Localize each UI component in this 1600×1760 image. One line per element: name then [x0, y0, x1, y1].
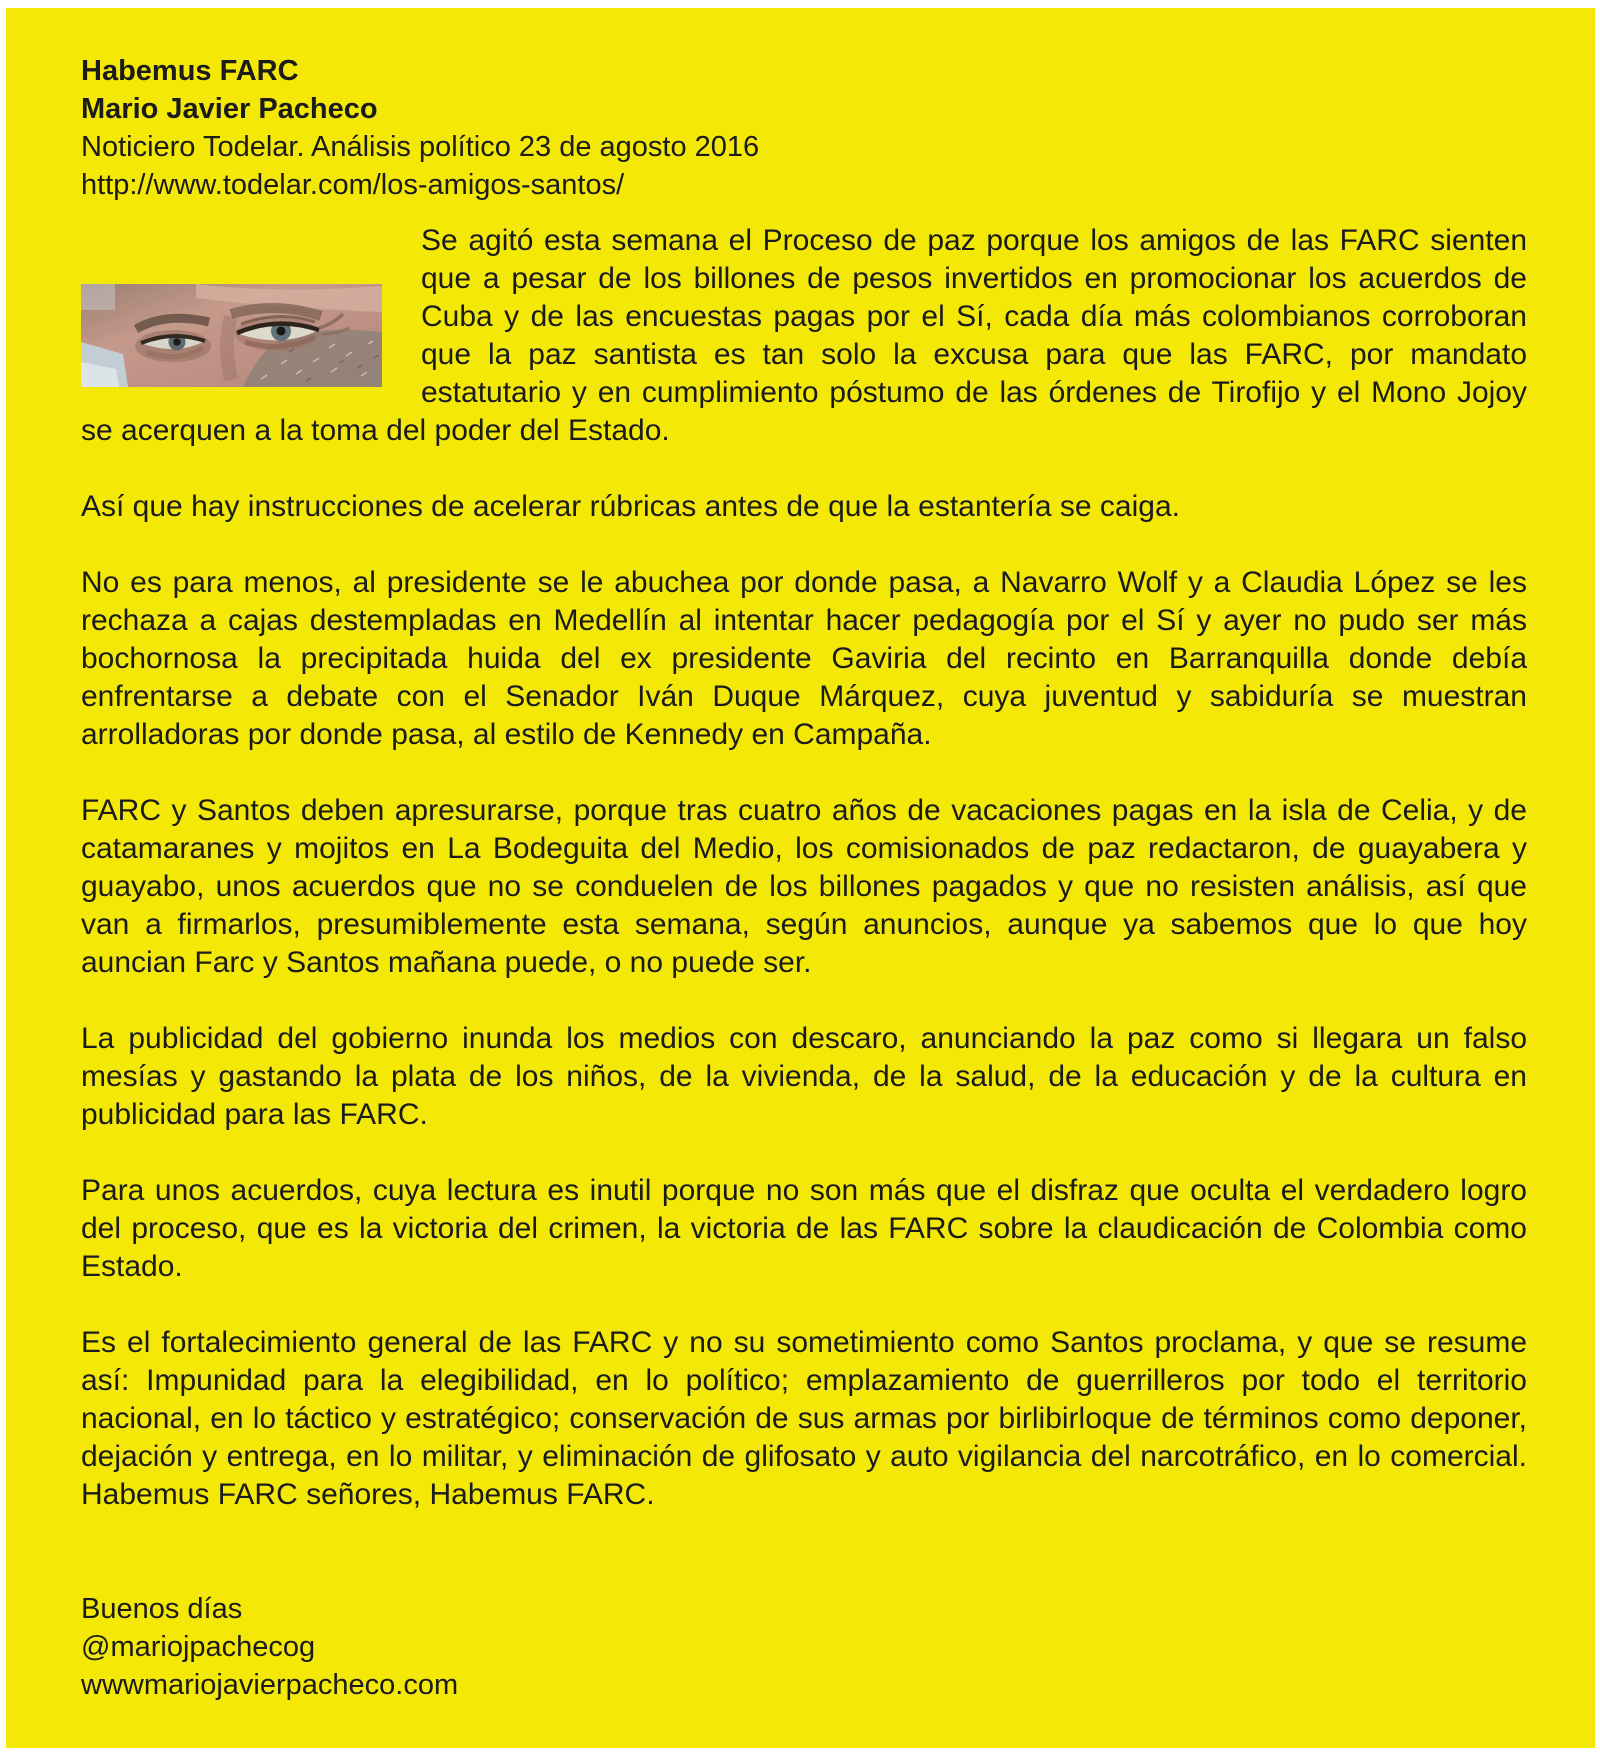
article-url: http://www.todelar.com/los-amigos-santos/ [81, 169, 625, 201]
lead-text-wrapped: Se agitó esta semana el Proceso de paz porque los amigos de las FARC sienten que a pesar de los billones de pesos invertidos en promocionar los acuerdos de Cuba y de las encuestas pagas por el Sí, cada día más colombianos corroboran que la paz santista es tan solo la excusa para que las FARC, por mandato estatutario y en cumplimiento póstumo de las órdenes de Tirofijo y el Mono Jojoy [421, 224, 1527, 409]
lead-text-tail: se acerquen a la toma del poder del Estado. [81, 414, 670, 447]
author-eyes-photo [81, 284, 382, 387]
article-title: Habemus FARC [81, 55, 299, 87]
article-source: Noticiero Todelar. Análisis político 23 de agosto 2016 [81, 131, 760, 163]
article-signature [81, 1590, 1527, 1704]
article-header [81, 52, 1527, 204]
paragraph: No es para menos, al presidente se le abuchea por donde pasa, a Navarro Wolf y a Claudia López se les rechaza a cajas destempladas en Medellín al intentar hacer pedagogía por el Sí y ayer no pudo ser más bochornosa la precipitada huida del ex presidente Gaviria del recinto en Barranquilla donde debía enfrentarse a debate con el Senador Iván Duque Márquez, cuya juventud y sabiduría se muestran arrolladoras por donde pasa, al estilo de Kennedy en Campaña. [81, 566, 1527, 751]
paragraph: Para unos acuerdos, cuya lectura es inutil porque no son más que el disfraz que oculta el verdadero logro del proceso, que es la victoria del crimen, la victoria de las FARC sobre la claudicación de Colombia como Estado. [81, 1174, 1527, 1283]
article-author: Mario Javier Pacheco [81, 93, 378, 125]
paragraph: Es el fortalecimiento general de las FARC y no su sometimiento como Santos proclama, y que se resume así: Impunidad para la elegibilidad, en lo político; emplazamiento de guerrilleros por todo el territorio nacional, en lo táctico y estratégico; conservación de sus armas por birlibirloque de términos como deponer, dejación y entrega, en lo militar, y eliminación de glifosato y auto vigilancia del narcotráfico, en lo comercial. Habemus FARC señores, Habemus FARC. [81, 1326, 1527, 1511]
signature-twitter-handle: @mariojpachecog [81, 1631, 316, 1663]
photo-wrap-area [81, 222, 421, 408]
paragraph-lead [81, 222, 1527, 450]
signature-website: wwwmariojavierpacheco.com [81, 1669, 459, 1701]
paragraph: Así que hay instrucciones de acelerar rúbricas antes de que la estantería se caiga. [81, 490, 1180, 523]
paragraph: La publicidad del gobierno inunda los medios con descaro, anunciando la paz como si llegara un falso mesías y gastando la plata de los niños, de la vivienda, de la salud, de la educación y de la cultura en publicidad para las FARC. [81, 1022, 1527, 1131]
paragraph: FARC y Santos deben apresurarse, porque tras cuatro años de vacaciones pagas en la isla de Celia, y de catamaranes y mojitos en La Bodeguita del Medio, los comisionados de paz redactaron, de guayabera y guayabo, unos acuerdos que no se conduelen de los billones pagados y que no resisten análisis, así que van a firmarlos, presumiblemente esta semana, según anuncios, aunque ya sabemos que lo que hoy auncian Farc y Santos mañana puede, o no puede ser. [81, 794, 1527, 979]
document-page [6, 8, 1595, 1748]
signature-greeting: Buenos días [81, 1593, 243, 1625]
